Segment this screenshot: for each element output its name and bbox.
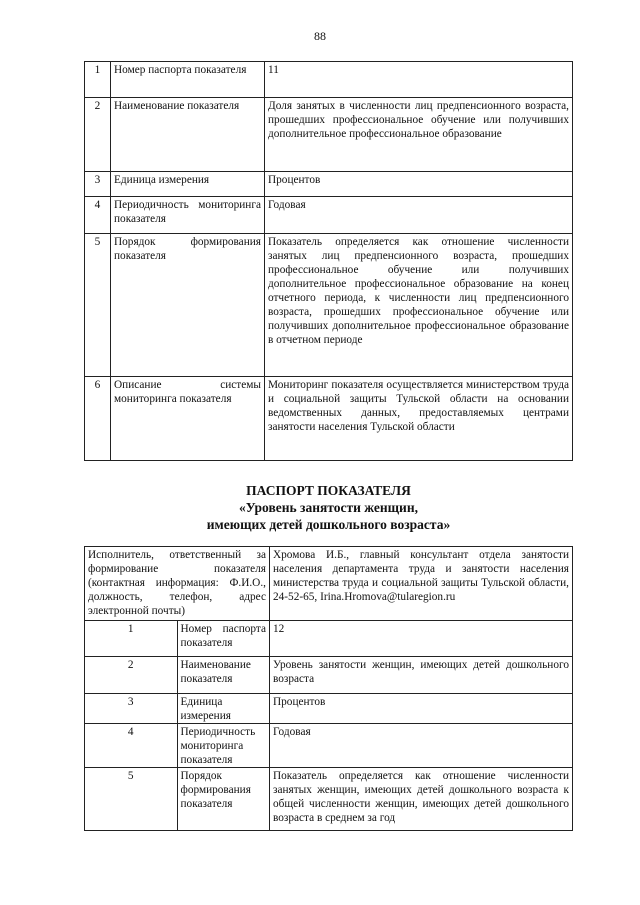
row-number: 5 — [85, 768, 178, 831]
table-row — [85, 724, 573, 768]
row-label: Периодичность мониторинга показателя — [111, 197, 265, 234]
row-label: Номер паспорта показателя — [177, 621, 270, 657]
row-label: Наименование показателя — [177, 657, 270, 694]
section-heading: ПАСПОРТ ПОКАЗАТЕЛЯ — [246, 483, 411, 498]
row-value: Годовая — [270, 724, 573, 768]
indicator-passport-table-12 — [84, 546, 573, 831]
row-label: Описание системы мониторинга показателя — [111, 377, 265, 461]
row-number: 4 — [85, 197, 111, 234]
row-label: Единица измерения — [177, 694, 270, 724]
row-number: 4 — [85, 724, 178, 768]
row-number: 3 — [85, 172, 111, 197]
table-row — [85, 172, 573, 197]
executor-label: Исполнитель, ответственный за формирование показателя (контактная информация: Ф.И.О., должность, телефон, адрес электронной почты) — [85, 547, 270, 621]
row-value: Доля занятых в численности лиц предпенсионного возраста, прошедших профессиональное обучение или получивших дополнительное профессиональное образование — [265, 98, 573, 172]
row-number: 2 — [85, 98, 111, 172]
row-label: Периодичность мониторинга показателя — [177, 724, 270, 768]
row-value: 12 — [270, 621, 573, 657]
executor-value: Хромова И.Б., главный консультант отдела занятости населения департамента труда и занятости населения министерства труда и социальной защиты Тульской области, 24-52-65, Irina.Hromova@tularegion.ru — [270, 547, 573, 621]
row-value: Процентов — [265, 172, 573, 197]
row-number: 3 — [85, 694, 178, 724]
table-row — [85, 621, 573, 657]
row-number: 1 — [85, 621, 178, 657]
row-number: 1 — [85, 62, 111, 98]
executor-row — [85, 547, 573, 621]
table-row — [85, 694, 573, 724]
table-row — [85, 197, 573, 234]
row-value: 11 — [265, 62, 573, 98]
table-row — [85, 234, 573, 377]
table-row — [85, 98, 573, 172]
row-value: Уровень занятости женщин, имеющих детей дошкольного возраста — [270, 657, 573, 694]
row-value: Мониторинг показателя осуществляется министерством труда и социальной защиты Тульской области на основании ведомственных данных, предоставляемых центрами занятости населения Тульской области — [265, 377, 573, 461]
table-row — [85, 768, 573, 831]
row-number: 5 — [85, 234, 111, 377]
row-value: Процентов — [270, 694, 573, 724]
section-subtitle-line1: «Уровень занятости женщин, — [239, 500, 418, 515]
table-row — [85, 657, 573, 694]
row-value: Показатель определяется как отношение численности занятых женщин, имеющих детей дошкольного возраста к общей численности женщин, имеющих детей дошкольного возраста в среднем за год — [270, 768, 573, 831]
row-number: 2 — [85, 657, 178, 694]
section-title — [84, 482, 573, 533]
row-value: Показатель определяется как отношение численности занятых лиц предпенсионного возраста, прошедших профессиональное обучение или получивших дополнительное профессиональное образование на конец отчетного периода, к численности лиц предпенсионного возраста, прошедших профессиональное обучение или получивших дополнительное профессиональное образование в отчетном периоде — [265, 234, 573, 377]
page-number: 88 — [314, 29, 326, 43]
row-label: Номер паспорта показателя — [111, 62, 265, 98]
row-label: Порядок формирования показателя — [111, 234, 265, 377]
row-number: 6 — [85, 377, 111, 461]
indicator-passport-table-11 — [84, 61, 573, 461]
row-label: Порядок формирования показателя — [177, 768, 270, 831]
table-row — [85, 62, 573, 98]
row-value: Годовая — [265, 197, 573, 234]
section-subtitle-line2: имеющих детей дошкольного возраста» — [206, 517, 451, 532]
table-row — [85, 377, 573, 461]
row-label: Единица измерения — [111, 172, 265, 197]
row-label: Наименование показателя — [111, 98, 265, 172]
